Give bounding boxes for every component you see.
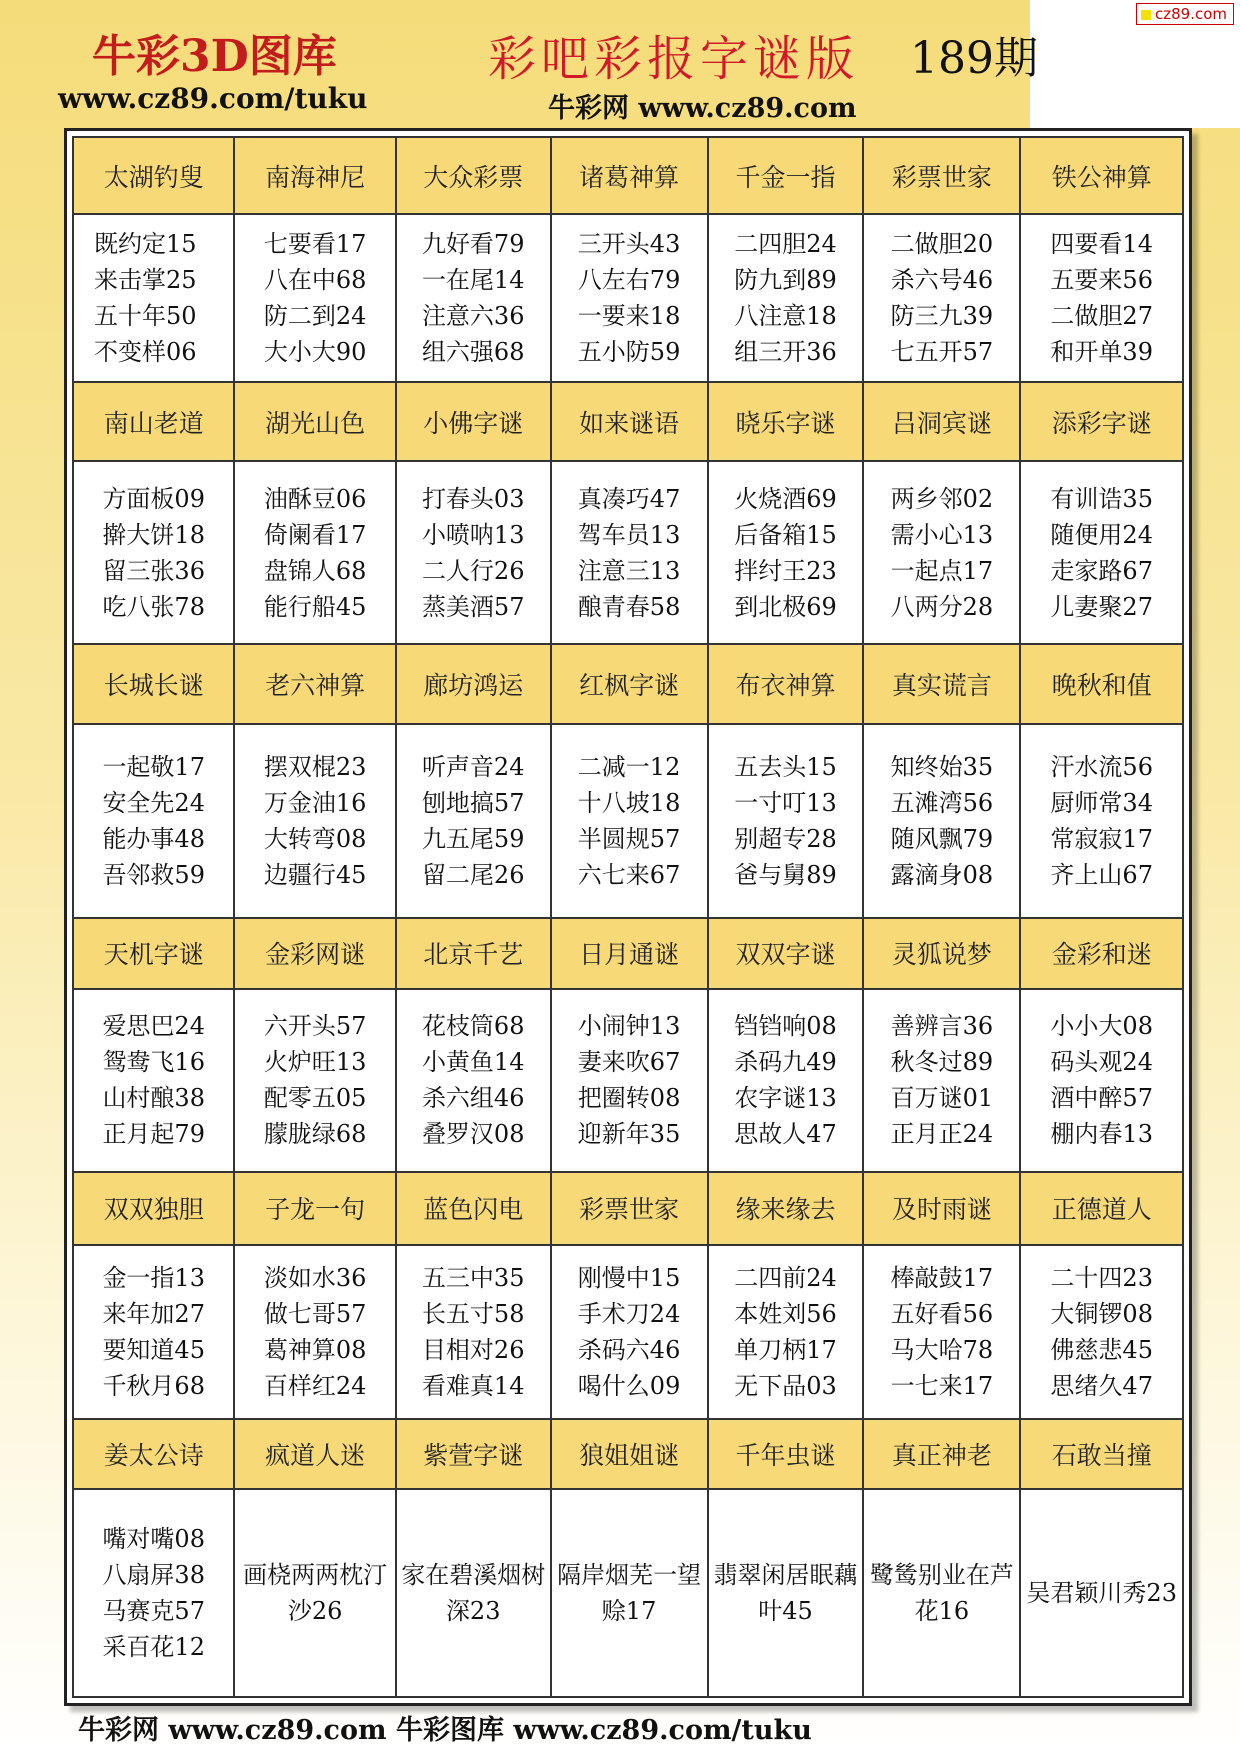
riddle-line: 随便用24 xyxy=(1050,520,1153,549)
riddle-line: 单刀柄17 xyxy=(734,1335,837,1364)
riddle-line: 常寂寂17 xyxy=(1050,824,1153,853)
expert-name: 姜太公诗 xyxy=(73,1419,234,1490)
riddle-cell xyxy=(396,1489,551,1697)
expert-name: 千年虫谜 xyxy=(708,1419,864,1490)
riddle-row xyxy=(73,724,1183,918)
riddle-line: 厨师常34 xyxy=(1050,788,1153,817)
issue-number: 189期 xyxy=(910,33,1038,84)
riddle-line: 善辨言36 xyxy=(890,1012,994,1041)
riddle-line: 家在碧溪烟树 xyxy=(401,1561,546,1590)
expert-name: 真正神老 xyxy=(863,1419,1020,1490)
riddle-cell xyxy=(1020,461,1183,644)
expert-name: 双双独胆 xyxy=(73,1172,234,1245)
expert-name: 千金一指 xyxy=(708,137,864,214)
riddle-line: 安全先24 xyxy=(102,788,205,817)
expert-name: 正德道人 xyxy=(1020,1172,1183,1245)
riddle-cell xyxy=(863,1245,1020,1419)
riddle-line: 二做胆27 xyxy=(1050,302,1153,331)
riddle-line: 杀六组46 xyxy=(421,1084,525,1113)
riddle-cell xyxy=(73,989,234,1172)
riddle-line: 边疆行45 xyxy=(263,860,367,889)
riddle-line: 一在尾14 xyxy=(421,266,525,295)
riddle-line: 正月正24 xyxy=(890,1120,994,1149)
riddle-line: 杀码六46 xyxy=(577,1335,681,1364)
riddle-line: 留二尾26 xyxy=(421,860,525,889)
expert-name: 蓝色闪电 xyxy=(396,1172,551,1245)
expert-name: 石敢当撞 xyxy=(1020,1419,1183,1490)
expert-name: 日月通谜 xyxy=(551,918,708,989)
site-url-link[interactable]: 牛彩网 www.cz89.com xyxy=(548,93,857,124)
expert-name: 长城长谜 xyxy=(73,644,234,723)
riddle-line: 嘴对嘴08 xyxy=(102,1525,205,1554)
riddle-line: 八注意18 xyxy=(734,302,837,331)
riddle-cell xyxy=(234,461,395,644)
riddle-line: 后备箱15 xyxy=(734,520,837,549)
riddle-cell xyxy=(1020,989,1183,1172)
expert-name: 铁公神算 xyxy=(1020,137,1183,214)
riddle-line: 正月起79 xyxy=(102,1120,205,1149)
riddle-row xyxy=(73,1489,1183,1697)
riddle-line: 注意六36 xyxy=(421,302,525,331)
riddle-line: 刚慢中15 xyxy=(577,1263,681,1292)
riddle-cell xyxy=(73,1245,234,1419)
riddle-line: 爸与舅89 xyxy=(734,860,837,889)
expert-name: 缘来缘去 xyxy=(708,1172,864,1245)
expert-name: 彩票世家 xyxy=(551,1172,708,1245)
riddle-line: 倚阑看17 xyxy=(263,520,367,549)
riddle-line: 做七哥57 xyxy=(263,1299,367,1328)
riddle-line: 杀码九49 xyxy=(734,1048,837,1077)
expert-name: 子龙一句 xyxy=(234,1172,395,1245)
riddle-cell xyxy=(551,461,708,644)
riddle-line: 防二到24 xyxy=(263,302,367,331)
riddle-cell xyxy=(73,461,234,644)
riddle-cell xyxy=(396,989,551,1172)
riddle-line: 棒敲鼓17 xyxy=(890,1263,994,1292)
riddle-cell xyxy=(234,214,395,382)
riddle-cell xyxy=(708,1489,864,1697)
expert-name: 诸葛神算 xyxy=(551,137,708,214)
header-row xyxy=(73,644,1183,723)
riddle-cell xyxy=(1020,1489,1183,1697)
riddle-cell xyxy=(1020,214,1183,382)
riddle-cell xyxy=(863,724,1020,918)
riddle-line: 农字谜13 xyxy=(734,1084,837,1113)
riddle-line: 吾邻救59 xyxy=(102,860,205,889)
riddle-line: 来击掌25 xyxy=(94,266,197,295)
riddle-line: 五十年50 xyxy=(94,302,197,331)
riddle-line: 半圆规57 xyxy=(577,824,681,853)
riddle-line: 大转弯08 xyxy=(263,824,367,853)
riddle-line: 五滩湾56 xyxy=(890,788,994,817)
riddle-line: 淡如水36 xyxy=(263,1263,367,1292)
riddle-line: 看难真14 xyxy=(421,1371,525,1400)
riddle-line: 来年加27 xyxy=(102,1299,205,1328)
riddle-line: 深23 xyxy=(445,1597,501,1626)
expert-name: 北京千艺 xyxy=(396,918,551,989)
riddle-line: 组六强68 xyxy=(421,338,525,367)
riddle-line: 能办事48 xyxy=(102,824,205,853)
riddle-line: 知终始35 xyxy=(890,752,994,781)
riddle-line: 既约定15 xyxy=(94,230,197,259)
riddle-cell xyxy=(73,724,234,918)
riddle-line: 目相对26 xyxy=(421,1335,525,1364)
riddle-line: 五好看56 xyxy=(890,1299,994,1328)
riddle-line: 不变样06 xyxy=(94,338,197,367)
riddle-line: 把圈转08 xyxy=(577,1084,681,1113)
riddle-line: 鸳鸯飞16 xyxy=(102,1048,205,1077)
riddle-line: 二人行26 xyxy=(421,556,525,585)
riddle-line: 别超专28 xyxy=(734,824,837,853)
riddle-line: 小黄鱼14 xyxy=(421,1048,525,1077)
expert-name: 老六神算 xyxy=(234,644,395,723)
expert-name: 湖光山色 xyxy=(234,382,395,461)
riddle-cell xyxy=(396,214,551,382)
riddle-line: 需小心13 xyxy=(890,520,994,549)
riddle-line: 万金油16 xyxy=(263,788,367,817)
riddle-cell xyxy=(234,989,395,1172)
riddle-cell xyxy=(551,1489,708,1697)
expert-name: 金彩和迷 xyxy=(1020,918,1183,989)
riddle-line: 七五开57 xyxy=(890,338,994,367)
riddle-line: 九好看79 xyxy=(421,230,525,259)
main-title: 彩吧彩报字谜版 xyxy=(488,31,860,87)
riddle-line: 到北极69 xyxy=(734,592,837,621)
riddle-line: 迎新年35 xyxy=(577,1120,681,1149)
riddle-line: 本姓刘56 xyxy=(734,1299,837,1328)
riddle-line: 组三开36 xyxy=(734,338,837,367)
riddle-cell xyxy=(396,461,551,644)
riddle-line: 葛神算08 xyxy=(263,1335,367,1364)
riddle-line: 一起点17 xyxy=(890,556,994,585)
riddle-line: 酿青春58 xyxy=(577,592,681,621)
expert-name: 疯道人迷 xyxy=(234,1419,395,1490)
riddle-line: 杀六号46 xyxy=(890,266,994,295)
riddle-line: 二四前24 xyxy=(734,1263,837,1292)
riddle-line: 擀大饼18 xyxy=(102,520,205,549)
riddle-cell xyxy=(708,1245,864,1419)
riddle-line: 秋冬过89 xyxy=(890,1048,994,1077)
riddle-cell xyxy=(551,214,708,382)
riddle-cell xyxy=(234,724,395,918)
expert-name: 南海神尼 xyxy=(234,137,395,214)
riddle-line: 马大哈78 xyxy=(890,1335,994,1364)
riddle-row xyxy=(73,1245,1183,1419)
riddle-cell xyxy=(73,1489,234,1697)
riddle-line: 油酥豆06 xyxy=(263,484,367,513)
expert-name: 紫萱字谜 xyxy=(396,1419,551,1490)
riddle-line: 走家路67 xyxy=(1050,556,1153,585)
riddle-line: 采百花12 xyxy=(102,1633,205,1662)
riddle-line: 大小大90 xyxy=(263,338,367,367)
riddle-line: 手术刀24 xyxy=(577,1299,681,1328)
riddle-line: 拌纣王23 xyxy=(734,556,837,585)
riddle-line: 二做胆20 xyxy=(890,230,994,259)
riddle-line: 两乡邻02 xyxy=(890,484,994,513)
riddle-line: 二四胆24 xyxy=(734,230,837,259)
riddle-line: 小喷呐13 xyxy=(421,520,525,549)
riddle-cell xyxy=(1020,1245,1183,1419)
expert-name: 小佛字谜 xyxy=(396,382,551,461)
expert-name: 添彩字谜 xyxy=(1020,382,1183,461)
riddle-line: 五三中35 xyxy=(421,1263,525,1292)
riddle-cell xyxy=(551,724,708,918)
riddle-line: 花枝筒68 xyxy=(421,1012,525,1041)
riddle-line: 朦胧绿68 xyxy=(263,1120,367,1149)
riddle-line: 爱思巴24 xyxy=(102,1012,205,1041)
riddle-row xyxy=(73,989,1183,1172)
riddle-cell xyxy=(551,989,708,1172)
riddle-cell xyxy=(396,1245,551,1419)
header-row xyxy=(73,1172,1183,1245)
riddle-cell xyxy=(708,461,864,644)
expert-name: 布衣神算 xyxy=(708,644,864,723)
riddle-line: 儿妻聚27 xyxy=(1050,592,1153,621)
riddle-line: 赊17 xyxy=(601,1597,657,1626)
riddle-line: 翡翠闲居眠藕 xyxy=(713,1561,858,1590)
expert-name: 彩票世家 xyxy=(863,137,1020,214)
riddle-line: 打春头03 xyxy=(421,484,525,513)
riddle-line: 隔岸烟芜一望 xyxy=(557,1561,702,1590)
riddle-line: 真凑巧47 xyxy=(577,484,681,513)
riddle-line: 妻来吹67 xyxy=(577,1048,681,1077)
riddle-line: 听声音24 xyxy=(421,752,525,781)
riddle-line: 驾车员13 xyxy=(577,520,681,549)
riddle-line: 沙26 xyxy=(287,1597,343,1626)
expert-name: 太湖钓叟 xyxy=(73,137,234,214)
footer-text: 牛彩网 www.cz89.com 牛彩图库 www.cz89.com/tuku xyxy=(78,1715,812,1746)
expert-name: 灵狐说梦 xyxy=(863,918,1020,989)
riddle-line: 画桡两两枕汀 xyxy=(243,1561,388,1590)
riddle-line: 火炉旺13 xyxy=(263,1048,367,1077)
riddle-line: 八扇屏38 xyxy=(102,1561,205,1590)
riddle-line: 随风飘79 xyxy=(890,824,994,853)
expert-name: 大众彩票 xyxy=(396,137,551,214)
riddle-line: 能行船45 xyxy=(263,592,367,621)
riddle-line: 和开单39 xyxy=(1050,338,1153,367)
riddle-line: 酒中醉57 xyxy=(1050,1084,1153,1113)
riddle-line: 山村酿38 xyxy=(102,1084,205,1113)
riddle-line: 防九到89 xyxy=(734,266,837,295)
riddle-line: 刨地搞57 xyxy=(421,788,525,817)
riddle-cell xyxy=(708,989,864,1172)
riddle-line: 火烧酒69 xyxy=(734,484,837,513)
riddle-line: 佛慈悲45 xyxy=(1050,1335,1153,1364)
riddle-line: 八左右79 xyxy=(577,266,681,295)
riddle-cell xyxy=(234,1489,395,1697)
riddle-line: 鹭鸶别业在芦 xyxy=(869,1561,1014,1590)
riddle-line: 马赛克57 xyxy=(102,1597,205,1626)
riddle-line: 注意三13 xyxy=(577,556,681,585)
riddle-line: 四要看14 xyxy=(1050,230,1153,259)
riddle-line: 叠罗汉08 xyxy=(421,1120,525,1149)
riddle-line: 码头观24 xyxy=(1050,1048,1153,1077)
riddle-line: 思故人47 xyxy=(734,1120,837,1149)
riddle-line: 方面板09 xyxy=(102,484,205,513)
riddle-line: 盘锦人68 xyxy=(263,556,367,585)
header-row xyxy=(73,382,1183,461)
riddle-line: 大铜锣08 xyxy=(1050,1299,1153,1328)
expert-name: 廊坊鸿运 xyxy=(396,644,551,723)
riddle-line: 长五寸58 xyxy=(421,1299,525,1328)
riddle-cell xyxy=(73,214,234,382)
riddle-cell xyxy=(863,461,1020,644)
riddle-line: 五小防59 xyxy=(577,338,681,367)
riddle-line: 百样红24 xyxy=(263,1371,367,1400)
expert-name: 狼姐姐谜 xyxy=(551,1419,708,1490)
riddle-line: 吴君颖川秀23 xyxy=(1026,1579,1177,1608)
riddle-board xyxy=(64,128,1192,1706)
riddle-line: 摆双棍23 xyxy=(263,752,367,781)
riddle-line: 三开头43 xyxy=(577,230,681,259)
header-row xyxy=(73,918,1183,989)
site-badge[interactable] xyxy=(1030,0,1240,128)
riddle-cell xyxy=(551,1245,708,1419)
riddle-line: 十八坡18 xyxy=(577,788,681,817)
header-row xyxy=(73,1419,1183,1490)
riddle-line: 小小大08 xyxy=(1050,1012,1153,1041)
riddle-cell xyxy=(396,724,551,918)
riddle-line: 齐上山67 xyxy=(1050,860,1153,889)
expert-name: 吕洞宾谜 xyxy=(863,382,1020,461)
riddle-line: 棚内春13 xyxy=(1050,1120,1153,1149)
riddle-line: 八在中68 xyxy=(263,266,367,295)
riddle-line: 一寸叮13 xyxy=(734,788,837,817)
riddle-line: 叶45 xyxy=(758,1597,813,1626)
riddle-line: 六开头57 xyxy=(263,1012,367,1041)
expert-name: 如来谜语 xyxy=(551,382,708,461)
riddle-line: 露滴身08 xyxy=(890,860,994,889)
expert-name: 南山老道 xyxy=(73,382,234,461)
expert-name: 晓乐字谜 xyxy=(708,382,864,461)
riddle-line: 六七来67 xyxy=(577,860,681,889)
riddle-line: 七要看17 xyxy=(263,230,367,259)
riddle-line: 配零五05 xyxy=(263,1084,367,1113)
riddle-row xyxy=(73,214,1183,382)
riddle-line: 花16 xyxy=(914,1597,970,1626)
riddle-cell xyxy=(234,1245,395,1419)
brand-title: 牛彩3D图库 xyxy=(92,31,337,82)
riddle-table xyxy=(72,136,1184,1698)
riddle-line: 八两分28 xyxy=(890,592,994,621)
riddle-line: 五去头15 xyxy=(734,752,837,781)
header-row xyxy=(73,137,1183,214)
riddle-line: 一七来17 xyxy=(890,1371,994,1400)
riddle-line: 小闹钟13 xyxy=(577,1012,681,1041)
expert-name: 金彩网谜 xyxy=(234,918,395,989)
expert-name: 双双字谜 xyxy=(708,918,864,989)
expert-name: 天机字谜 xyxy=(73,918,234,989)
riddle-line: 二减一12 xyxy=(577,752,681,781)
logo-square-icon xyxy=(1141,10,1151,20)
riddle-line: 五要来56 xyxy=(1050,266,1153,295)
riddle-line: 九五尾59 xyxy=(421,824,525,853)
badge-text: cz89.com xyxy=(1154,5,1227,23)
riddle-line: 一起敬17 xyxy=(102,752,205,781)
riddle-cell xyxy=(708,214,864,382)
riddle-line: 二十四23 xyxy=(1050,1263,1153,1292)
riddle-line: 千秋月68 xyxy=(102,1371,205,1400)
expert-name: 晚秋和值 xyxy=(1020,644,1183,723)
brand-url-link[interactable]: www.cz89.com/tuku xyxy=(58,82,368,115)
riddle-line: 无下品03 xyxy=(734,1371,837,1400)
riddle-line: 留三张36 xyxy=(102,556,205,585)
riddle-line: 要知道45 xyxy=(102,1335,205,1364)
riddle-line: 一要来18 xyxy=(577,302,681,331)
riddle-line: 思绪久47 xyxy=(1050,1371,1153,1400)
riddle-line: 蒸美酒57 xyxy=(421,592,525,621)
riddle-line: 防三九39 xyxy=(890,302,994,331)
riddle-cell xyxy=(708,724,864,918)
riddle-line: 百万谜01 xyxy=(890,1084,994,1113)
riddle-line: 铛铛响08 xyxy=(734,1012,837,1041)
expert-name: 及时雨谜 xyxy=(863,1172,1020,1245)
riddle-cell xyxy=(863,989,1020,1172)
riddle-cell xyxy=(1020,724,1183,918)
riddle-line: 汗水流56 xyxy=(1050,752,1153,781)
expert-name: 红枫字谜 xyxy=(551,644,708,723)
riddle-row xyxy=(73,461,1183,644)
expert-name: 真实谎言 xyxy=(863,644,1020,723)
riddle-line: 吃八张78 xyxy=(102,592,205,621)
riddle-line: 有训诰35 xyxy=(1050,484,1153,513)
riddle-line: 金一指13 xyxy=(102,1263,205,1292)
riddle-cell xyxy=(863,1489,1020,1697)
riddle-line: 喝什么09 xyxy=(577,1371,681,1400)
riddle-cell xyxy=(863,214,1020,382)
